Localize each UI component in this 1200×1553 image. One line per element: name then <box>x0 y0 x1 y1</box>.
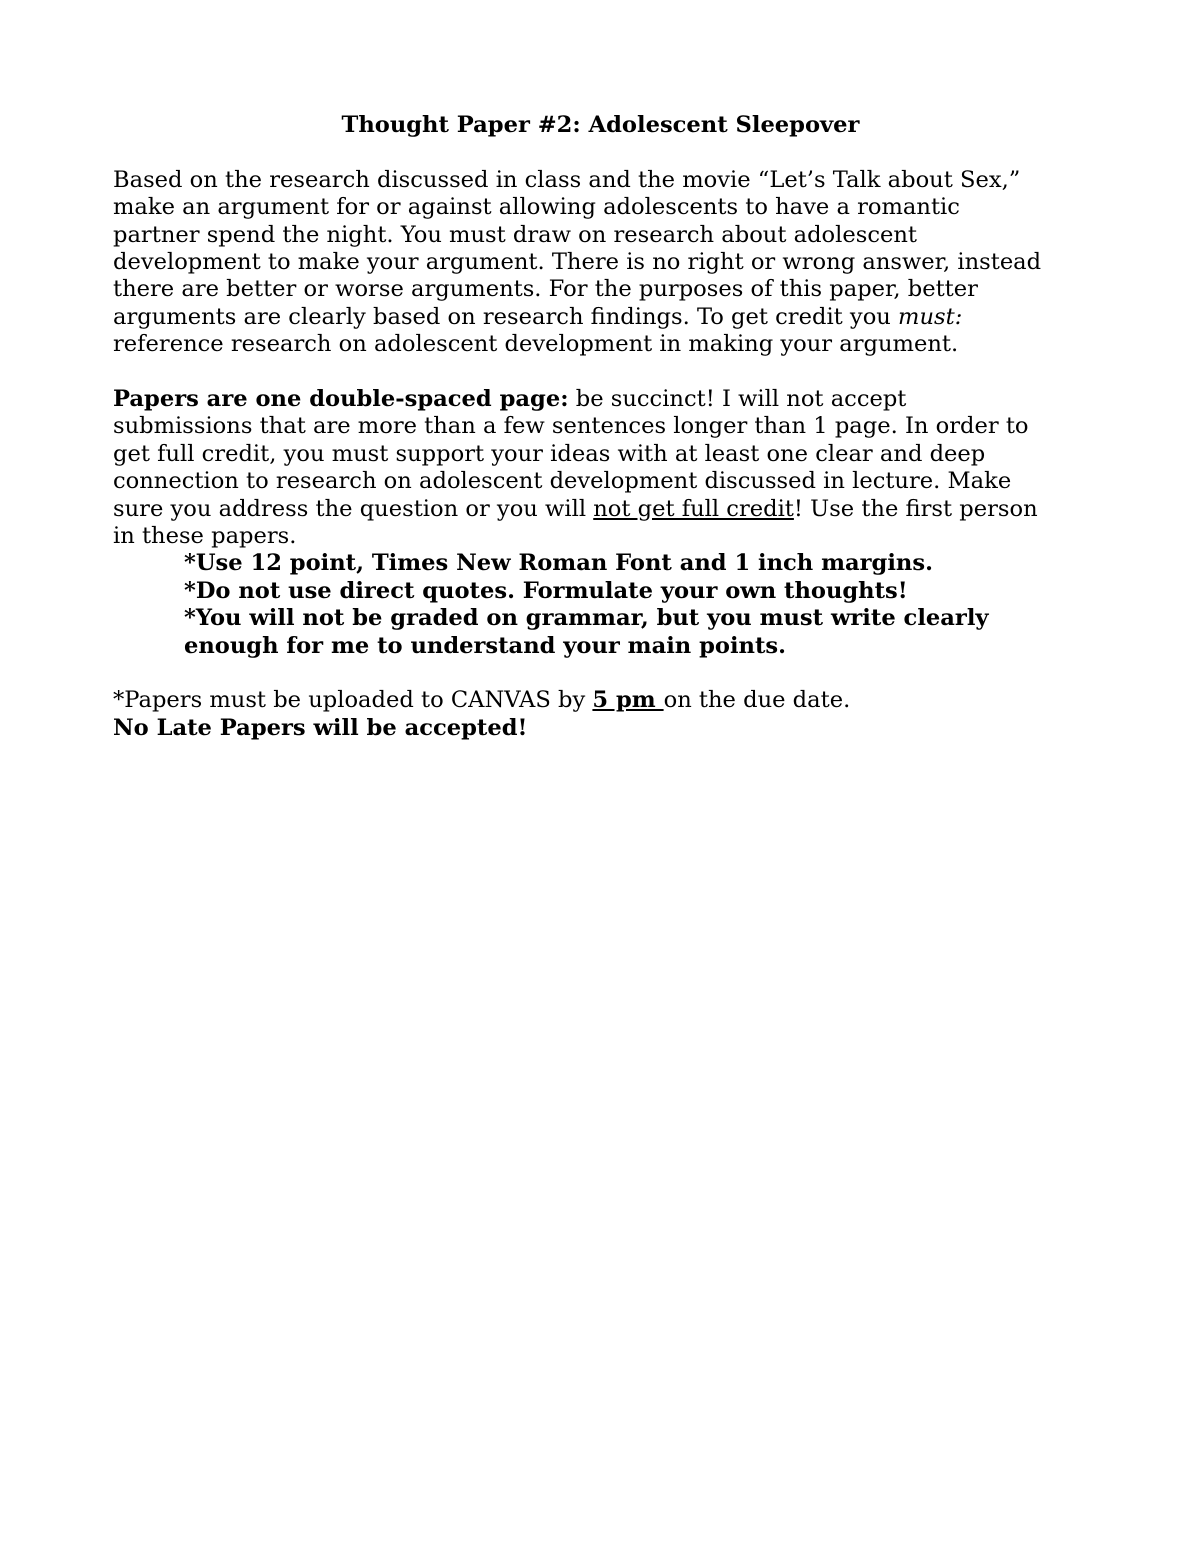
paragraph-text: be succinct! I will not accept <box>568 386 907 413</box>
paragraph-line <box>113 304 1088 331</box>
paragraph-requirements <box>113 386 1088 660</box>
deadline-line <box>113 687 1088 714</box>
paragraph-line: connection to research on adolescent development discussed in lecture. Make <box>113 468 1012 495</box>
paragraph-line: there are better or worse arguments. For the purposes of this paper, better <box>113 276 978 303</box>
paragraph-line: submissions that are more than a few sentences longer than 1 page. In order to <box>113 413 1029 440</box>
deadline-text: *Papers must be uploaded to CANVAS by <box>113 687 593 714</box>
deadline-text: on the due date. <box>663 687 851 714</box>
late-policy: No Late Papers will be accepted! <box>113 714 528 741</box>
document-title: Thought Paper #2: Adolescent Sleepover <box>341 112 860 138</box>
paragraph-text: ! Use the first person <box>793 495 1038 522</box>
bullet-item: *Use 12 point, Times New Roman Font and 1 inch margins. <box>184 550 933 577</box>
bullet-item: *You will not be graded on grammar, but you must write clearly <box>184 605 989 632</box>
paragraph-line: partner spend the night. You must draw on research about adolescent <box>113 221 917 248</box>
requirements-lead: Papers are one double-spaced page: <box>113 386 569 413</box>
paragraph-line: get full credit, you must support your ideas with at least one clear and deep <box>113 440 986 467</box>
document-body <box>113 112 1088 770</box>
paragraph-line: development to make your argument. There is no right or wrong answer, instead <box>113 249 1042 276</box>
paragraph-line <box>113 386 1088 413</box>
underlined-warning: not get full credit <box>593 495 794 522</box>
paragraph-line: make an argument for or against allowing adolescents to have a romantic <box>113 194 960 221</box>
deadline-time: 5 pm <box>592 687 664 714</box>
paragraph-line: reference research on adolescent development in making your argument. <box>113 331 959 358</box>
closing-notice <box>113 687 1088 742</box>
paragraph-instructions <box>113 167 1088 359</box>
emphasis-must: must: <box>898 303 963 330</box>
bullet-item-continuation: enough for me to understand your main points. <box>184 632 786 659</box>
bullet-item: *Do not use direct quotes. Formulate your own thoughts! <box>184 577 908 604</box>
paragraph-line: in these papers. <box>113 523 297 550</box>
paragraph-line <box>113 496 1088 523</box>
paragraph-text: arguments are clearly based on research findings. To get credit you <box>113 303 899 330</box>
paragraph-text: sure you address the question or you will <box>113 495 594 522</box>
paragraph-line: Based on the research discussed in class and the movie “Let’s Talk about Sex,” <box>113 166 1021 193</box>
